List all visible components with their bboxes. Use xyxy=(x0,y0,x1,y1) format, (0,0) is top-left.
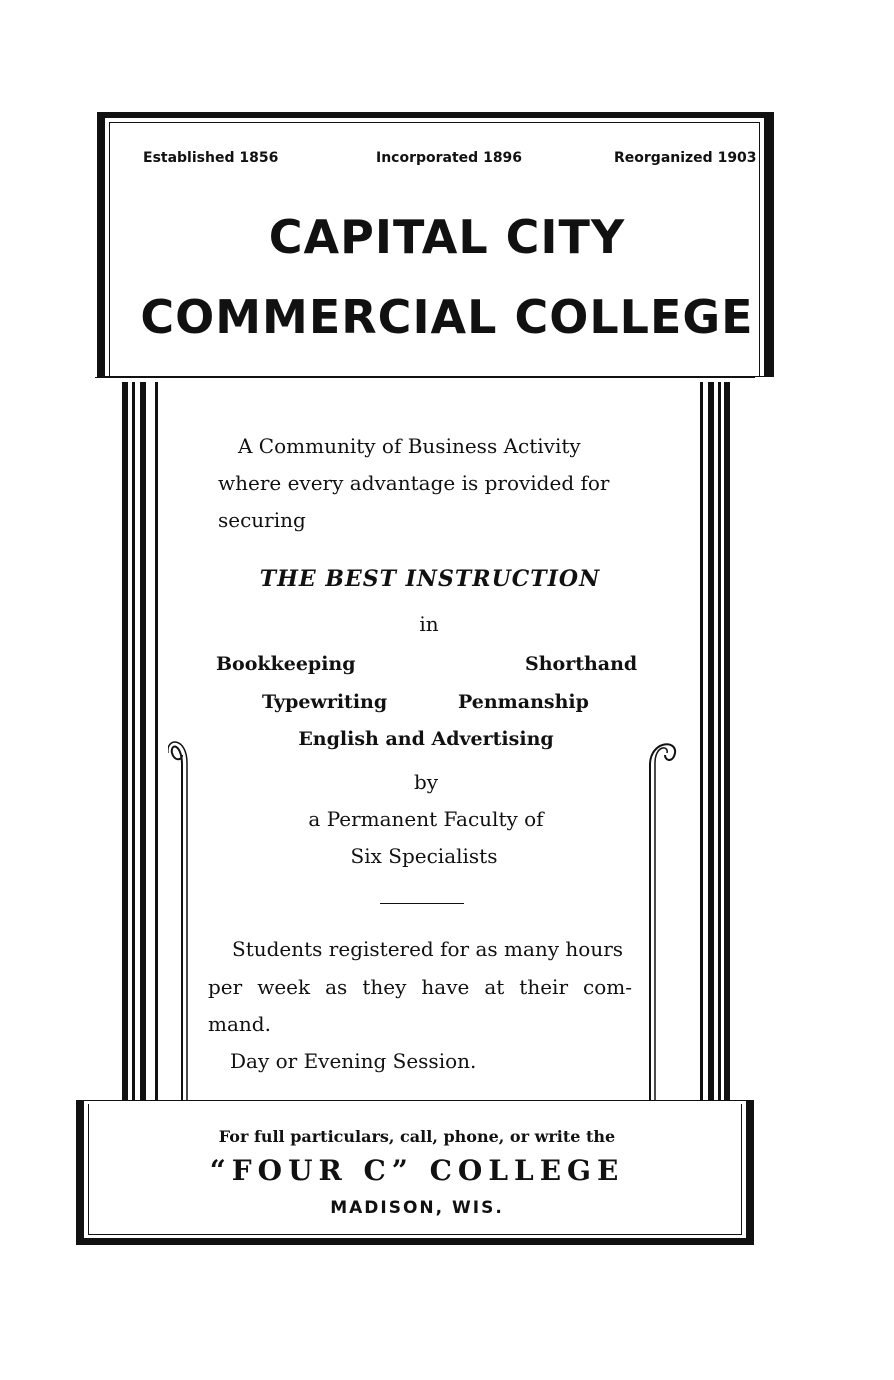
intro-line-3: securing xyxy=(218,508,306,532)
title-line-2: COMMERCIAL COLLEGE xyxy=(140,290,754,344)
subject-penmanship: Penmanship xyxy=(458,691,589,713)
students-line-1: Students registered for as many hours xyxy=(232,937,624,961)
intro-line-2: where every advantage is provided for xyxy=(218,471,610,495)
incorporated-text: Incorporated 1896 xyxy=(376,150,523,166)
faculty-line-2: Six Specialists xyxy=(350,844,498,868)
subject-english-advertising: English and Advertising xyxy=(298,728,554,750)
title-line-1: CAPITAL CITY xyxy=(268,210,626,264)
by-text: by xyxy=(413,770,439,794)
faculty-line-1: a Permanent Faculty of xyxy=(308,807,544,831)
best-instruction-heading: THE BEST INSTRUCTION xyxy=(259,566,601,592)
in-text: in xyxy=(419,612,439,636)
reorganized-text: Reorganized 1903 xyxy=(614,150,757,166)
students-line-2: per week as they have at their com- xyxy=(208,975,632,999)
established-text: Established 1856 xyxy=(143,150,279,166)
students-line-3: mand. xyxy=(208,1012,271,1036)
header-underline xyxy=(95,377,755,378)
section-divider xyxy=(380,903,464,904)
intro-line-1: A Community of Business Activity xyxy=(238,434,581,458)
session-text: Day or Evening Session. xyxy=(230,1049,477,1073)
subject-shorthand: Shorthand xyxy=(525,653,638,675)
college-name: “FOUR C” COLLEGE xyxy=(209,1154,625,1187)
particulars-text: For full particulars, call, phone, or write the xyxy=(218,1127,616,1146)
location-text: MADISON, WIS. xyxy=(330,1198,504,1218)
subject-bookkeeping: Bookkeeping xyxy=(216,653,356,675)
subject-typewriting: Typewriting xyxy=(262,691,388,713)
